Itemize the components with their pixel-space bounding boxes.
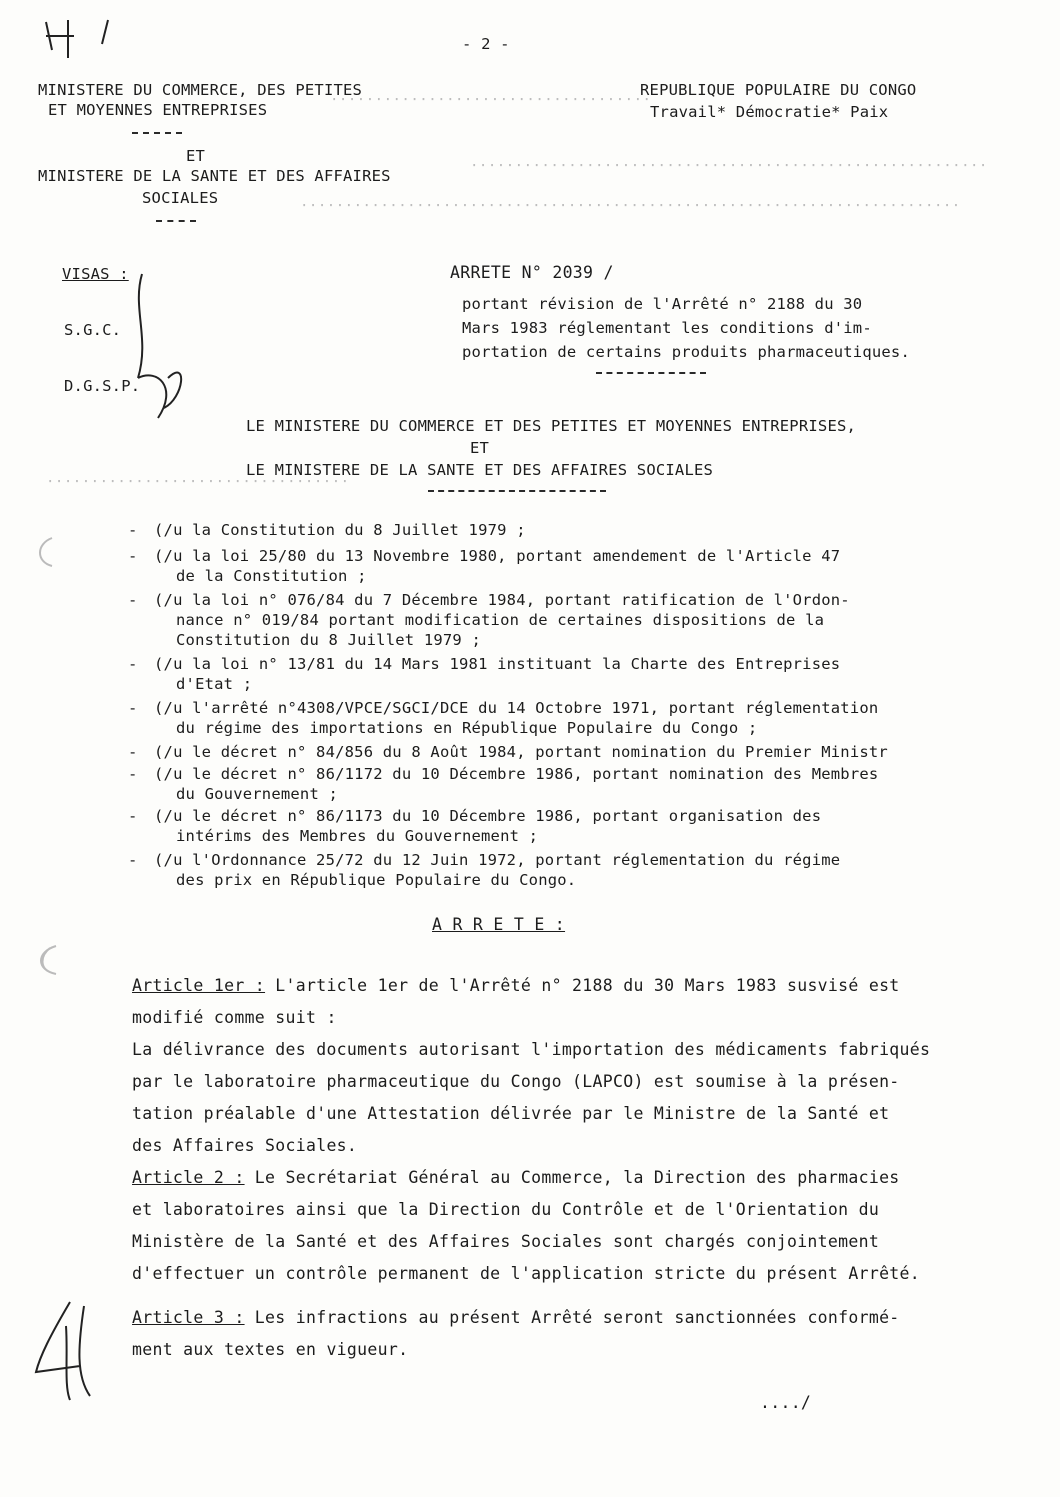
visas-label: VISAS : [62, 265, 129, 283]
separator-dashes [132, 132, 182, 134]
bleed-through-text: .................................. [46, 476, 350, 492]
punch-hole-mark-icon [30, 534, 60, 570]
consideration-item: - (/u le décret n° 86/1172 du 10 Décembre 1986, portant nomination des Membres du Gouvernement ; [128, 765, 879, 803]
consideration-item: - (/u la loi n° 13/81 du 14 Mars 1981 instituant la Charte des Entreprises d'Etat ; [128, 655, 841, 693]
bleed-through-text: .................................... [330, 94, 652, 110]
handwritten-mark-icon [30, 1296, 110, 1406]
bleed-through-text: .......................................................................... [300, 200, 961, 216]
consideration-item: - (/u l'Ordonnance 25/72 du 12 Juin 1972, portant réglementation du régime des prix en République Populaire du Congo. [128, 851, 841, 889]
country-name: REPUBLIQUE POPULAIRE DU CONGO [640, 81, 917, 99]
continuation-mark: ..../ [760, 1393, 812, 1412]
decree-title: ARRETE N° 2039 / [450, 263, 614, 282]
header-conjunction: ET [186, 147, 206, 165]
article-label: Article 2 : [132, 1168, 245, 1187]
visa-sgc: S.G.C. [64, 321, 122, 339]
separator-dashes [156, 220, 196, 222]
decree-subject-line2: Mars 1983 réglementant les conditions d'im- [462, 319, 872, 337]
consideration-item: - (/u la Constitution du 8 Juillet 1979 ; [128, 521, 526, 539]
signature-mark-icon [128, 268, 198, 428]
article-label: Article 3 : [132, 1308, 245, 1327]
page-number: - 2 - [462, 35, 510, 53]
consideration-item: - (/u la loi n° 076/84 du 7 Décembre 1984, portant ratification de l'Ordon- nance n° 019/84 portant modification de certaines dispositions de la Constitution du 8 Juillet 1979 ; [128, 591, 850, 649]
visa-dgsp: D.G.S.P. [64, 377, 141, 395]
consideration-item: - (/u le décret n° 84/856 du 8 Août 1984, portant nomination du Premier Ministr [128, 743, 888, 761]
ministry-health-line1: MINISTERE DE LA SANTE ET DES AFFAIRES [38, 167, 391, 185]
article-3: Article 3 : Les infractions au présent Arrêté seront sanctionnées conformé- ment aux textes en vigueur. [132, 1308, 900, 1359]
ministry-health-line2: SOCIALES [142, 189, 219, 207]
article-label: Article 1er : [132, 976, 266, 995]
national-motto: Travail* Démocratie* Paix [650, 103, 889, 121]
bleed-through-text: .......................................................... [470, 160, 988, 176]
article-2: Article 2 : Le Secrétariat Général au Commerce, la Direction des pharmacies et laboratoires ainsi que la Direction du Contrôle et de l'Orientation du Ministère de la Santé et des Affaires Sociales sont chargés conjointement d'effectuer un contrôle permanent de l'application stricte du présent Arrêté. [132, 1168, 921, 1283]
ministry-commerce-line2: ET MOYENNES ENTREPRISES [48, 101, 268, 119]
consideration-item: - (/u le décret n° 86/1173 du 10 Décembre 1986, portant organisation des intérims des Membres du Gouvernement ; [128, 807, 822, 845]
authority-conjunction: ET [470, 439, 490, 457]
authority-line1: LE MINISTERE DU COMMERCE ET DES PETITES ET MOYENNES ENTREPRISES, [246, 417, 857, 435]
authority-line3: LE MINISTERE DE LA SANTE ET DES AFFAIRES SOCIALES [246, 461, 714, 479]
consideration-item: - (/u l'arrêté n°4308/VPCE/SGCI/DCE du 14 Octobre 1971, portant réglementation du régime des importations en République Populaire du Congo ; [128, 699, 879, 737]
decree-subject-line3: portation de certains produits pharmaceutiques. [462, 343, 910, 361]
consideration-item: - (/u la loi 25/80 du 13 Novembre 1980, portant amendement de l'Article 47 de la Constitution ; [128, 547, 841, 585]
separator-dashes [428, 490, 606, 492]
punch-hole-mark-icon [30, 942, 66, 978]
arrete-heading: A R R E T E : [432, 915, 566, 934]
handwritten-mark-icon [38, 14, 128, 64]
article-1: Article 1er : L'article 1er de l'Arrêté n° 2188 du 30 Mars 1983 susvisé est modifié comme suit : La délivrance des documents autorisant l'importation des médicaments fabriqués par le laboratoire pharmaceutique du Congo (LAPCO) est soumise à la présen- tation préalable d'une Attestation délivrée par le Ministre de la Santé et des Affaires Sociales. [132, 976, 931, 1155]
decree-subject-line1: portant révision de l'Arrêté n° 2188 du 30 [462, 295, 863, 313]
separator-dashes [596, 372, 706, 374]
ministry-commerce-line1: MINISTERE DU COMMERCE, DES PETITES [38, 81, 363, 99]
